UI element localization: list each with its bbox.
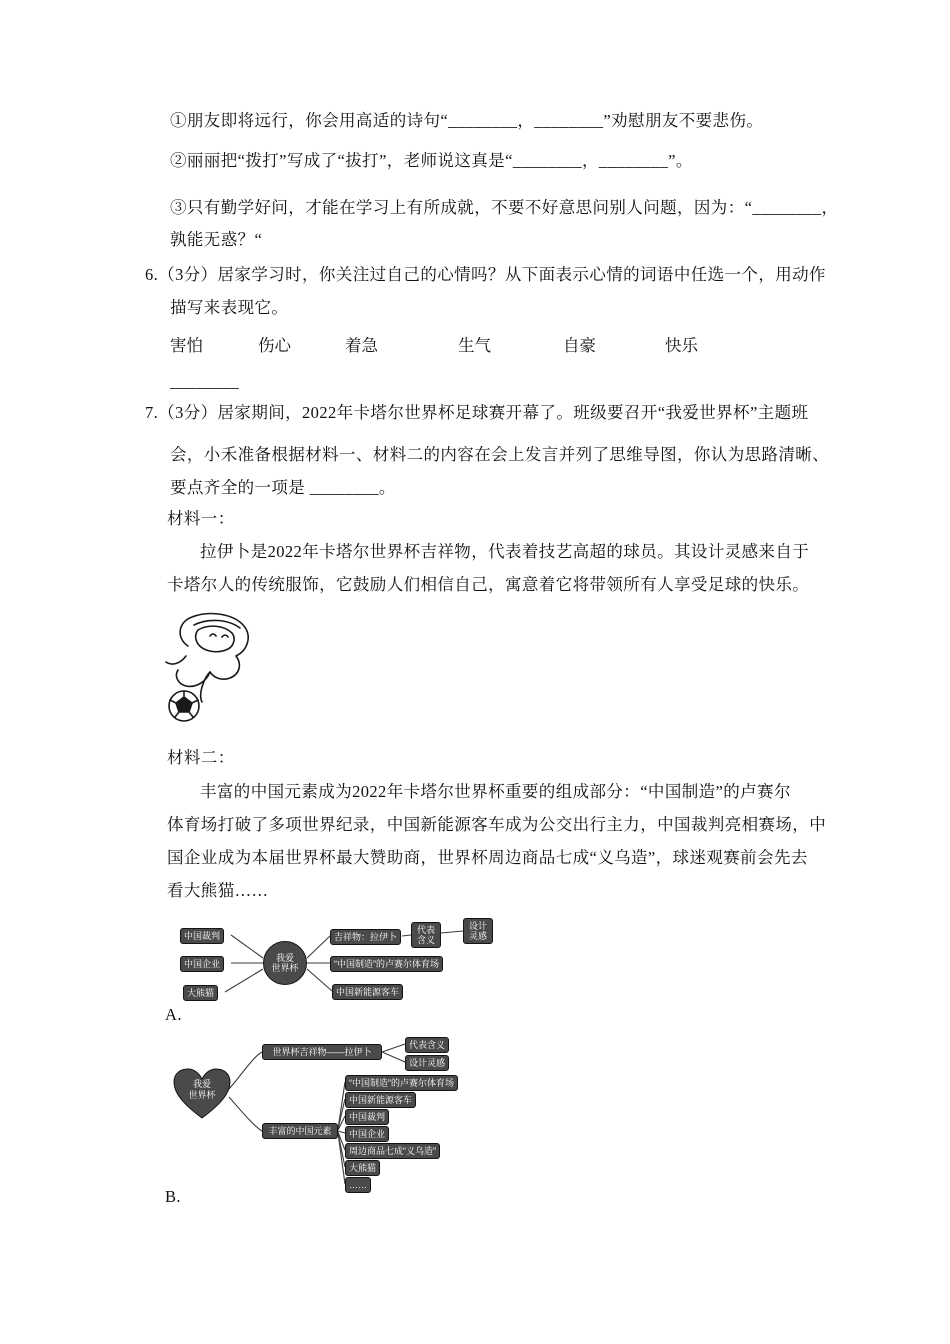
q5-item-1: ①朋友即将远行，你会用高适的诗句“________，________”劝慰朋友不要悲伤。 bbox=[170, 111, 764, 130]
mindmap-b-node-panda: 大熊猫 bbox=[345, 1160, 380, 1176]
material-1-line-2: 卡塔尔人的传统服饰，它鼓励人们相信自己，寓意着它将带领所有人享受足球的快乐。 bbox=[167, 575, 810, 594]
mindmap-b-node-yiwu: 周边商品七成“义乌造” bbox=[345, 1143, 440, 1159]
mindmap-b-node-bus: 中国新能源客车 bbox=[345, 1092, 416, 1108]
mindmap-a-node-stadium: “中国制造”的卢赛尔体育场 bbox=[330, 956, 443, 972]
q5-item-3-continued: 孰能无惑？“ bbox=[170, 230, 263, 249]
material-1-label: 材料一： bbox=[167, 509, 235, 528]
mindmap-b-node-mascot-branch: 世界杯吉祥物——拉伊卜 bbox=[262, 1044, 382, 1060]
mindmap-b-center-line-1: 我爱 bbox=[192, 1079, 211, 1090]
material-2-line-2: 体育场打破了多项世界纪录，中国新能源客车成为公交出行主力，中国裁判亮相赛场，中 bbox=[167, 815, 827, 834]
mindmap-b-node-referee: 中国裁判 bbox=[345, 1109, 389, 1125]
mindmap-a-node-company: 中国企业 bbox=[180, 956, 224, 972]
q6-word-proud: 自豪 bbox=[563, 336, 596, 355]
mascot-illustration bbox=[158, 608, 268, 726]
mindmap-option-a bbox=[165, 915, 510, 1007]
mindmap-a-center-line-2: 世界杯 bbox=[271, 963, 299, 973]
mindmap-b-node-stadium: “中国制造”的卢赛尔体育场 bbox=[345, 1075, 458, 1091]
mindmap-a-node-panda: 大熊猫 bbox=[183, 985, 218, 1001]
mindmap-b-center-node bbox=[171, 1067, 233, 1121]
q7-line-3: 要点齐全的一项是 ________。 bbox=[170, 478, 396, 497]
q6-word-happy: 快乐 bbox=[665, 336, 698, 355]
material-2-label: 材料二： bbox=[167, 748, 235, 767]
mindmap-a-node-mascot: 吉祥物：拉伊卜 bbox=[330, 929, 401, 945]
material-1-line-1: 拉伊卜是2022年卡塔尔世界杯吉祥物，代表着技艺高超的球员。其设计灵感来自于 bbox=[200, 542, 810, 561]
material-2-line-4: 看大熊猫…… bbox=[167, 881, 269, 900]
q6-answer-blank: ________ bbox=[170, 372, 240, 391]
material-2-line-3: 国企业成为本届世界杯最大赞助商，世界杯周边商品七成“义乌造”，球迷观赛前会先去 bbox=[167, 848, 808, 867]
material-2-line-1: 丰富的中国元素成为2022年卡塔尔世界杯重要的组成部分：“中国制造”的卢赛尔 bbox=[200, 782, 791, 801]
q5-item-3: ③只有勤学好问，才能在学习上有所成就，不要不好意思问别人问题，因为：“________， bbox=[170, 198, 839, 217]
mindmap-option-b bbox=[165, 1035, 645, 1195]
option-b-label: B. bbox=[165, 1187, 181, 1206]
mindmap-a-center-node bbox=[263, 941, 307, 985]
q6-word-anxious: 着急 bbox=[345, 336, 378, 355]
q7-line-2: 会，小禾准备根据材料一、材料二的内容在会上发言并列了思维导图，你认为思路清晰、 bbox=[170, 445, 830, 464]
q6-line-2: 描写来表现它。 bbox=[170, 298, 289, 317]
mindmap-b-center-line-2: 世界杯 bbox=[188, 1090, 216, 1100]
q6-word-angry: 生气 bbox=[458, 336, 491, 355]
mindmap-b-node-meaning: 代表含义 bbox=[405, 1037, 449, 1053]
q6-line-1: 6.（3分）居家学习时，你关注过自己的心情吗？从下面表示心情的词语中任选一个，用动作 bbox=[145, 265, 826, 284]
mindmap-b-node-company: 中国企业 bbox=[345, 1126, 389, 1142]
mindmap-a-node-meaning: 代表含义 bbox=[411, 922, 441, 948]
mindmap-b-node-china-elements: 丰富的中国元素 bbox=[262, 1123, 338, 1139]
mindmap-a-center-line-1: 我爱 bbox=[275, 952, 294, 963]
mindmap-b-node-ellipsis: …… bbox=[345, 1177, 371, 1193]
option-a-label: A. bbox=[165, 1005, 182, 1024]
mindmap-a-node-bus: 中国新能源客车 bbox=[332, 984, 403, 1000]
q6-word-afraid: 害怕 bbox=[170, 336, 203, 355]
q7-line-1: 7.（3分）居家期间，2022年卡塔尔世界杯足球赛开幕了。班级要召开“我爱世界杯”主题班 bbox=[145, 403, 809, 422]
mindmap-a-node-referee: 中国裁判 bbox=[180, 928, 224, 944]
mindmap-a-node-design: 设计灵感 bbox=[463, 918, 493, 944]
mindmap-b-node-design: 设计灵感 bbox=[405, 1055, 449, 1071]
q5-item-2: ②丽丽把“拨打”写成了“拔打”，老师说这真是“________，________”。 bbox=[170, 151, 693, 170]
q6-word-sad: 伤心 bbox=[258, 336, 291, 355]
